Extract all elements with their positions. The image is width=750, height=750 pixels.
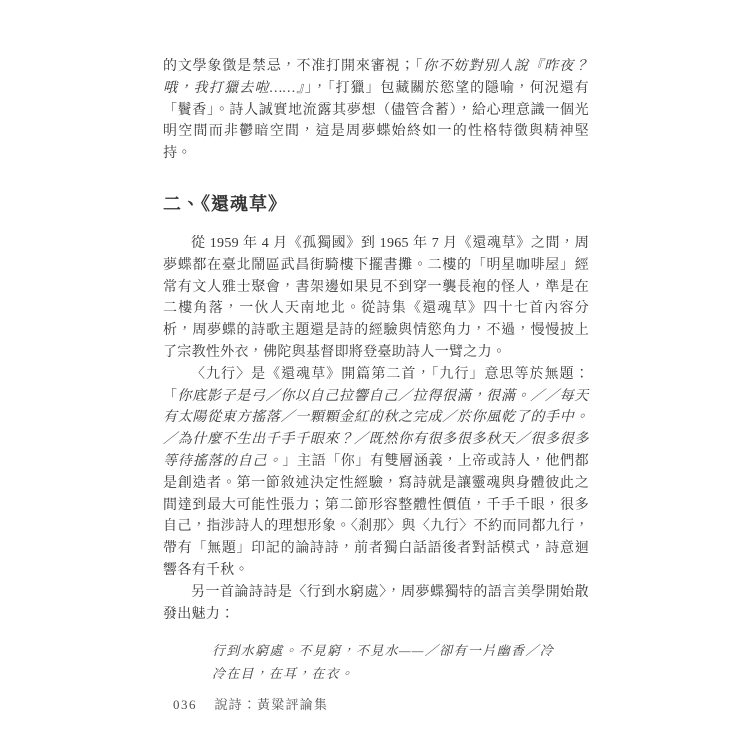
poem-blockquote: 行到水窮處。不見窮，不見水——／卻有一片幽香／冷冷在目，在耳，在衣。	[212, 643, 554, 681]
paragraph	[163, 233, 589, 364]
kai-quote-span: 你不妨對別人說『昨夜？哦，我打獵去啦……』	[163, 59, 589, 96]
body-text-span: 」主語「你」有雙層涵義，上帝或詩人，他們都是創造者。第一節敘述決定性經驗，寫詩就是讓靈魂與身體彼此之間達到最大可能性張力；第二節形容整體性價值，千手千眼，很多自己，指涉詩人的理想形象。〈剎那〉與〈九行〉不約而同都九行，帶有「無題」印記的論詩詩，前者獨白話語後者對話模式，詩意迴響各有千秋。	[163, 453, 589, 578]
paragraph	[163, 582, 589, 626]
body-text-span: 從 1959 年 4 月《孤獨國》到 1965 年 7 月《還魂草》之間，周夢蝶都在臺北鬧區武昌街騎樓下擺書攤。二樓的「明星咖啡屋」經常有文人雅士聚會，書架邊如果見不到穿一襲長袍的怪人，準是在二樓角落，一伙人天南地北。從詩集《還魂草》四十七首內容分析，周夢蝶的詩歌主題還是詩的經驗與情慾角力，不過，慢慢披上了宗教性外衣，佛陀與基督即將登臺助詩人一臂之力。	[163, 235, 589, 360]
footer-book-title: 說詩：黃粱評論集	[214, 697, 329, 712]
paragraph	[163, 56, 589, 165]
body-text-span: 另一首論詩詩是〈行到水窮處〉，周夢蝶獨特的語言美學開始散發出魅力：	[163, 584, 589, 622]
body-text-span: 的文學象徵是禁忌，不准打開來審視；「	[163, 59, 424, 74]
page-footer	[173, 694, 328, 713]
body-text-span: 〈九行〉是《還魂草》開篇第二首，「九行」意思等於無題：「	[163, 366, 589, 404]
kai-quote-span: 你底影子是弓／你以自己拉響自己／拉得很滿，很滿。／／每天有太陽從東方搖落／一顆顆金紅的秋之完成／於你風乾了的手中。／為什麼不生出千手千眼來？／既然你有很多很多秋天／很多很多等待搖落的自己。	[163, 388, 589, 469]
paragraph	[163, 364, 589, 582]
page-number: 036	[173, 697, 197, 712]
body-text-span: 」，「打獵」包藏關於慾望的隱喻，何況還有「鬢香」。詩人誠實地流露其夢想（儘管含蓄），給心理意識一個光明空間而非鬱暗空間，這是周夢蝶始終如一的性格特徵與精神堅持。	[163, 80, 589, 162]
section-heading: 二、《還魂草》	[163, 193, 287, 214]
page-body	[163, 56, 589, 686]
